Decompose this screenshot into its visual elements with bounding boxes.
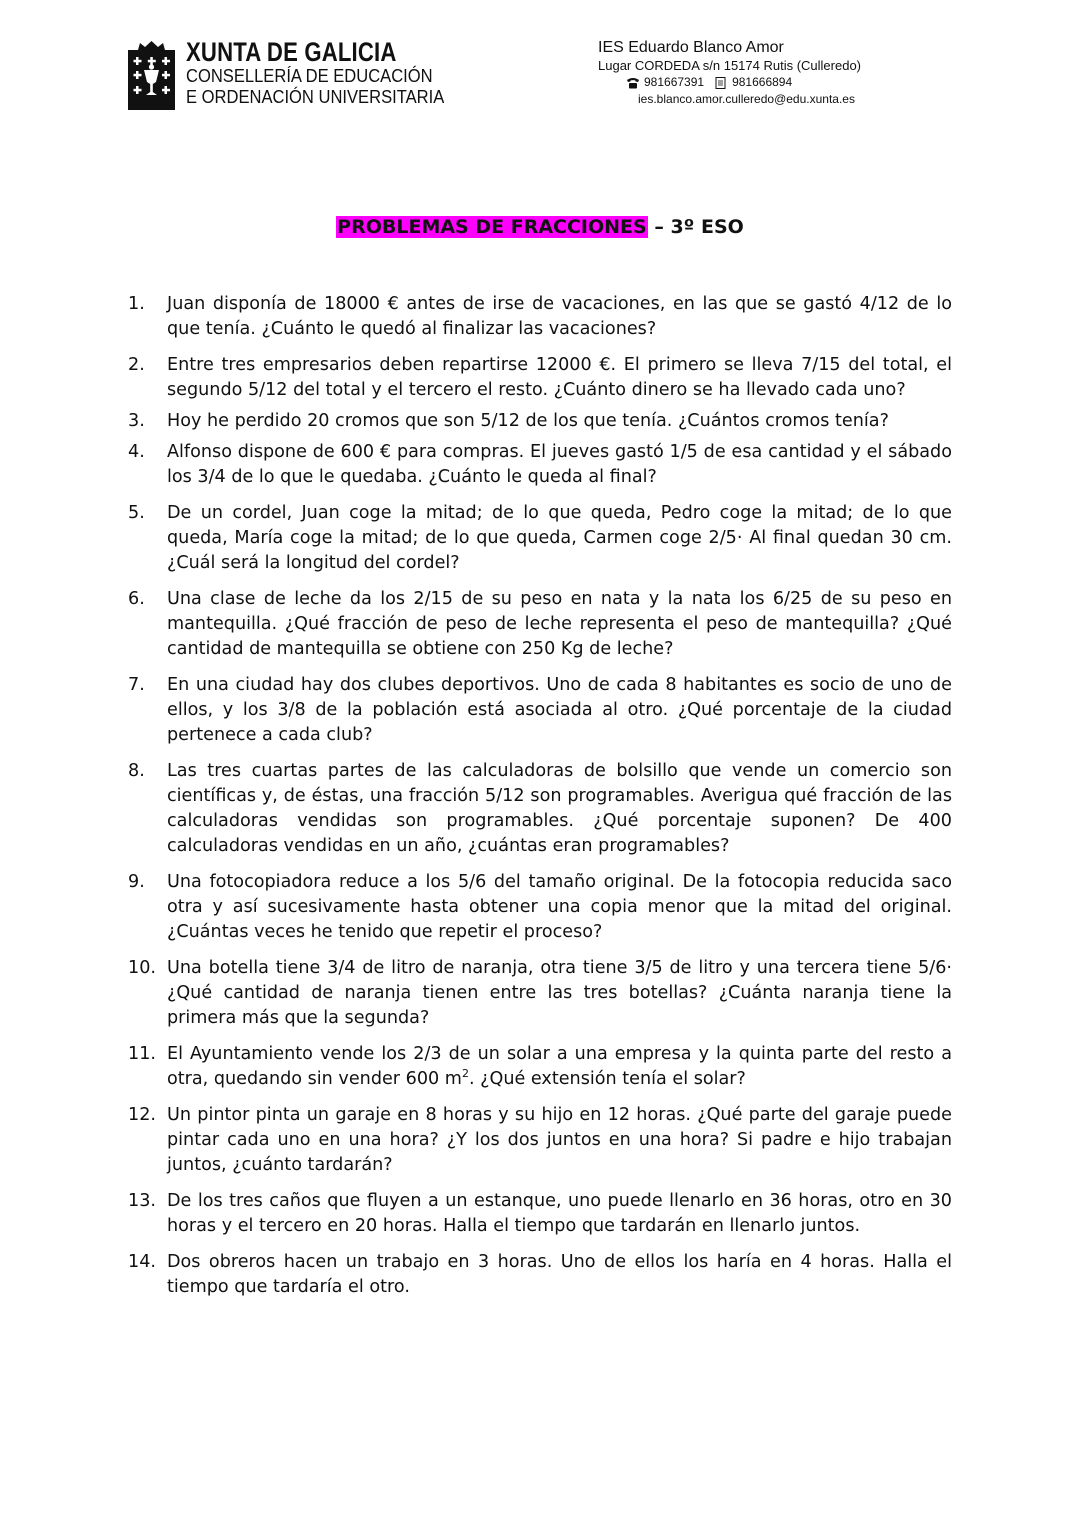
problem-text: De los tres caños que fluyen a un estanque, uno puede llenarlo en 36 horas, otro en 30 horas y el tercero en 20 horas. Halla el tiempo que tardarán en llenarlo juntos. <box>167 1191 952 1236</box>
problem-item <box>128 1042 952 1092</box>
page-title <box>0 214 1080 240</box>
problem-number: 12. <box>128 1105 156 1125</box>
problem-text: Alfonso dispone de 600 € para compras. El jueves gastó 1/5 de esa cantidad y el sábado los 3/4 de lo que le quedaba. ¿Cuánto le queda al final? <box>167 442 952 487</box>
phone-number: 981667391 <box>644 75 705 89</box>
problem-text: Entre tres empresarios deben repartirse 12000 €. El primero se lleva 7/15 del total, el segundo 5/12 del total y el tercero el resto. ¿Cuánto dinero se ha llevado cada uno? <box>167 355 952 400</box>
problem-number: 11. <box>128 1044 156 1064</box>
problem-text: En una ciudad hay dos clubes deportivos. Uno de cada 8 habitantes es socio de uno de ellos, y los 3/8 de la población está asociada al otro. ¿Qué porcentaje de la ciudad pertenece a cada club? <box>167 675 952 745</box>
school-phones <box>626 74 888 91</box>
school-address: Lugar CORDEDA s/n 15174 Rutis (Culleredo) <box>598 58 862 73</box>
problem-text: Hoy he perdido 20 cromos que son 5/12 de los que tenía. ¿Cuántos cromos tenía? <box>167 411 889 431</box>
problem-text <box>167 1042 952 1092</box>
problem-text-part: . ¿Qué extensión tenía el solar? <box>468 1069 746 1089</box>
problem-number: 9. <box>128 872 145 892</box>
org-subtitle-1: CONSELLERÍA DE EDUCACIÓN <box>186 66 433 86</box>
problem-number: 8. <box>128 761 145 781</box>
xunta-emblem-icon <box>128 40 175 110</box>
problem-list <box>128 292 952 1311</box>
problem-item <box>128 292 952 342</box>
problem-item <box>128 673 952 748</box>
problem-item <box>128 759 952 859</box>
problem-item <box>128 409 952 434</box>
problem-text: Juan disponía de 18000 € antes de irse de vacaciones, en las que se gastó 4/12 de lo que tenía. ¿Cuánto le quedó al finalizar las vacaciones? <box>167 294 952 339</box>
problem-text: Dos obreros hacen un trabajo en 3 horas. Uno de ellos los haría en 4 horas. Halla el tiempo que tardaría el otro. <box>167 1252 952 1297</box>
problem-number: 4. <box>128 442 145 462</box>
fax-number: 981666894 <box>732 75 793 89</box>
problem-item <box>128 956 952 1031</box>
page-title-highlighted: PROBLEMAS DE FRACCIONES <box>337 216 647 238</box>
problem-text: Una botella tiene 3/4 de litro de naranja, otra tiene 3/5 de litro y una tercera tiene 5/6· ¿Qué cantidad de naranja tienen entre las tres botellas? ¿Cuánta naranja tiene la primera más que la segunda? <box>167 958 952 1028</box>
problem-text: Un pintor pinta un garaje en 8 horas y su hijo en 12 horas. ¿Qué parte del garaje puede pintar cada uno en una hora? ¿Y los dos juntos en una hora? Si padre e hijo trabajan juntos, ¿cuánto tardarán? <box>167 1105 952 1175</box>
problem-item <box>128 1250 952 1300</box>
problem-text: Una fotocopiadora reduce a los 5/6 del tamaño original. De la fotocopia reducida saco otra y así sucesivamente hasta obtener una copia menor que la mitad del original. ¿Cuántas veces he tenido que repetir el proceso? <box>167 872 952 942</box>
problem-text: Una clase de leche da los 2/15 de su peso en nata y la nata los 6/25 de su peso en mantequilla. ¿Qué fracción de peso de leche representa el peso de mantequilla? ¿Qué cantidad de mantequilla se obtiene con 250 Kg de leche? <box>167 589 952 659</box>
problem-number: 13. <box>128 1191 156 1211</box>
xunta-logo <box>128 38 468 114</box>
org-title: XUNTA DE GALICIA <box>186 37 397 67</box>
problem-number: 1. <box>128 294 145 314</box>
problem-number: 2. <box>128 355 145 375</box>
problem-item <box>128 440 952 490</box>
problem-number: 3. <box>128 411 145 431</box>
problem-text: Las tres cuartas partes de las calculadoras de bolsillo que vende un comercio son científicas y, de éstas, una fracción 5/12 son programables. Averigua qué fracción de las calculadoras vendidas son programables. ¿Qué porcentaje suponen? De 400 calculadoras vendidas en un año, ¿cuántas eran programables? <box>167 761 952 856</box>
problem-item <box>128 353 952 403</box>
problem-number: 6. <box>128 589 145 609</box>
superscript-exponent: 2 <box>461 1067 469 1081</box>
school-email: ies.blanco.amor.culleredo@edu.xunta.es <box>638 92 855 106</box>
org-subtitle-2: E ORDENACIÓN UNIVERSITARIA <box>186 87 445 107</box>
problem-number: 14. <box>128 1252 156 1272</box>
problem-text: De un cordel, Juan coge la mitad; de lo que queda, Pedro coge la mitad; de lo que queda, María coge la mitad; de lo que queda, Carmen coge 2/5· Al final quedan 30 cm. ¿Cuál será la longitud del cordel? <box>167 503 952 573</box>
fax-icon <box>714 77 728 89</box>
problem-item <box>128 870 952 945</box>
phone-icon <box>626 77 640 89</box>
problem-number: 5. <box>128 503 145 523</box>
problem-number: 10. <box>128 958 156 978</box>
problem-number: 7. <box>128 675 145 695</box>
problem-item <box>128 501 952 576</box>
problem-item <box>128 1189 952 1239</box>
problem-text-part: El Ayuntamiento vende los 2/3 de un solar a una empresa y la quinta parte del resto a otra, quedando sin vender 600 m <box>167 1044 952 1089</box>
problem-item <box>128 587 952 662</box>
page-title-course: – 3º ESO <box>647 216 744 238</box>
problem-item <box>128 1103 952 1178</box>
school-name: IES Eduardo Blanco Amor <box>598 39 784 56</box>
school-info <box>598 38 888 107</box>
